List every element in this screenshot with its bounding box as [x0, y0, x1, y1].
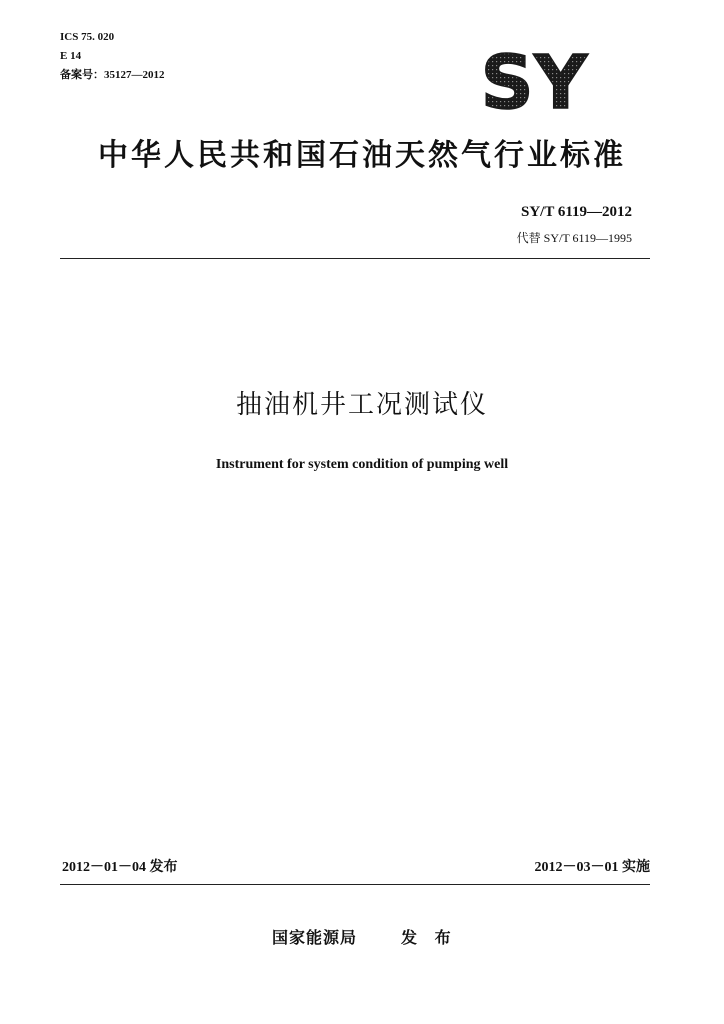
- filing-number: 备案号：35127—2012: [60, 69, 165, 81]
- document-title-english: Instrument for system condition of pumping well: [215, 457, 509, 472]
- implementation-date: 2012－03－01 实施: [534, 860, 650, 875]
- sy-logo: [471, 48, 597, 114]
- standard-number: SY/T 6119—2012: [521, 204, 632, 220]
- category-code: E 14: [60, 50, 82, 62]
- top-divider: [60, 258, 650, 259]
- bottom-divider: [60, 884, 650, 885]
- document-title-chinese: 抽油机井工况测试仪: [235, 390, 488, 420]
- ics-code: ICS 75. 020: [60, 31, 115, 43]
- publish-label: 发 布: [401, 928, 457, 947]
- issue-date: 2012－01－04 发布: [62, 860, 178, 875]
- organization-title: 中华人民共和国石油天然气行业标准: [98, 138, 626, 173]
- logo-text: SY: [480, 48, 588, 114]
- publisher: 国家能源局: [272, 928, 358, 947]
- replaces-standard: 代替 SY/T 6119—1995: [516, 231, 632, 245]
